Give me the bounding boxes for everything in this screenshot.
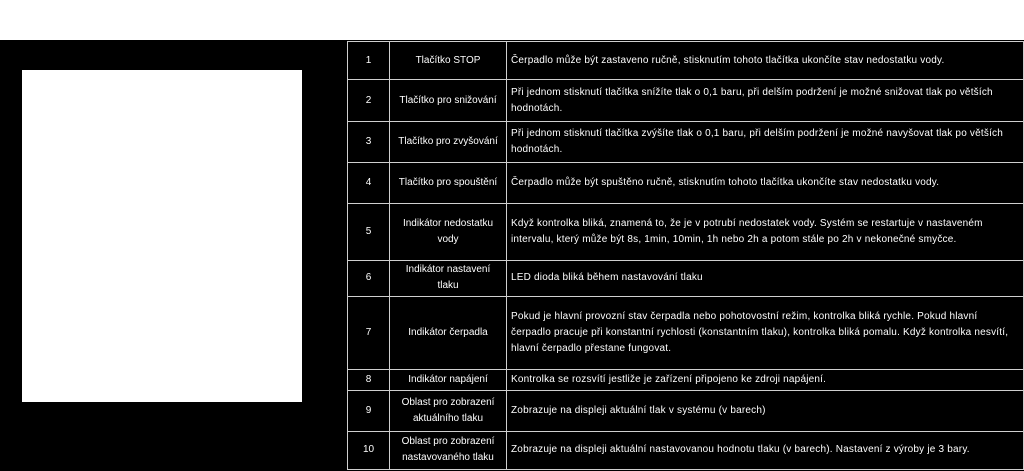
table-row bbox=[348, 203, 1024, 260]
row-number: 10 bbox=[348, 431, 390, 470]
table-row bbox=[348, 296, 1024, 369]
control-name: Oblast pro zobrazení aktuálního tlaku bbox=[390, 391, 507, 431]
table-row bbox=[348, 431, 1024, 470]
row-number: 3 bbox=[348, 121, 390, 162]
control-name: Oblast pro zobrazení nastavovaného tlaku bbox=[390, 431, 507, 470]
row-number: 4 bbox=[348, 163, 390, 203]
control-name: Tlačítko STOP bbox=[390, 42, 507, 80]
table-row bbox=[348, 163, 1024, 203]
control-description: Když kontrolka bliká, znamená to, že je v potrubí nedostatek vody. Systém se restartuje v nastaveném intervalu, který může být 8s, 1min, 10min, 1h nebo 2h a potom stále po 2h v nekonečné smyčce. bbox=[507, 203, 1024, 260]
control-description: Čerpadlo může být spuštěno ručně, stisknutím tohoto tlačítka ukončíte stav nedostatku vody. bbox=[507, 163, 1024, 203]
control-name: Indikátor nastavení tlaku bbox=[390, 260, 507, 296]
row-number: 5 bbox=[348, 203, 390, 260]
control-name: Indikátor nedostatku vody bbox=[390, 203, 507, 260]
control-description: Čerpadlo může být zastaveno ručně, stisknutím tohoto tlačítka ukončíte stav nedostatku vody. bbox=[507, 42, 1024, 80]
control-description: Při jednom stisknutí tlačítka zvýšíte tlak o 0,1 baru, při delším podržení je možné navyšovat tlak po větších hodnotách. bbox=[507, 121, 1024, 162]
row-number: 8 bbox=[348, 369, 390, 390]
control-name: Indikátor napájení bbox=[390, 369, 507, 390]
control-name: Indikátor čerpadla bbox=[390, 296, 507, 369]
row-number: 9 bbox=[348, 391, 390, 431]
control-description: Zobrazuje na displeji aktuální nastavovanou hodnotu tlaku (v barech). Nastavení z výroby je 3 bary. bbox=[507, 431, 1024, 470]
row-number: 2 bbox=[348, 80, 390, 121]
control-description: Při jednom stisknutí tlačítka snížíte tlak o 0,1 baru, při delším podržení je možné snižovat tlak po větších hodnotách. bbox=[507, 80, 1024, 121]
control-name: Tlačítko pro zvyšování bbox=[390, 121, 507, 162]
controls-table bbox=[347, 41, 1024, 470]
table-row bbox=[348, 391, 1024, 431]
table-row bbox=[348, 369, 1024, 390]
row-number: 1 bbox=[348, 42, 390, 80]
control-description: LED dioda bliká během nastavování tlaku bbox=[507, 260, 1024, 296]
table-row bbox=[348, 121, 1024, 162]
row-number: 6 bbox=[348, 260, 390, 296]
control-description: Pokud je hlavní provozní stav čerpadla nebo pohotovostní režim, kontrolka bliká rychle. Pokud hlavní čerpadlo pracuje při konstantní rychlosti (konstantním tlaku), kontrolka bliká pomalu. Když kontrolka nesvítí, hlavní čerpadlo přestane fungovat. bbox=[507, 296, 1024, 369]
table-row bbox=[348, 80, 1024, 121]
control-description: Kontrolka se rozsvítí jestliže je zařízení připojeno ke zdroji napájení. bbox=[507, 369, 1024, 390]
table-row bbox=[348, 42, 1024, 80]
control-name: Tlačítko pro snižování bbox=[390, 80, 507, 121]
device-image-placeholder bbox=[22, 70, 302, 402]
control-description: Zobrazuje na displeji aktuální tlak v systému (v barech) bbox=[507, 391, 1024, 431]
row-number: 7 bbox=[348, 296, 390, 369]
table-row bbox=[348, 260, 1024, 296]
control-name: Tlačítko pro spouštění bbox=[390, 163, 507, 203]
